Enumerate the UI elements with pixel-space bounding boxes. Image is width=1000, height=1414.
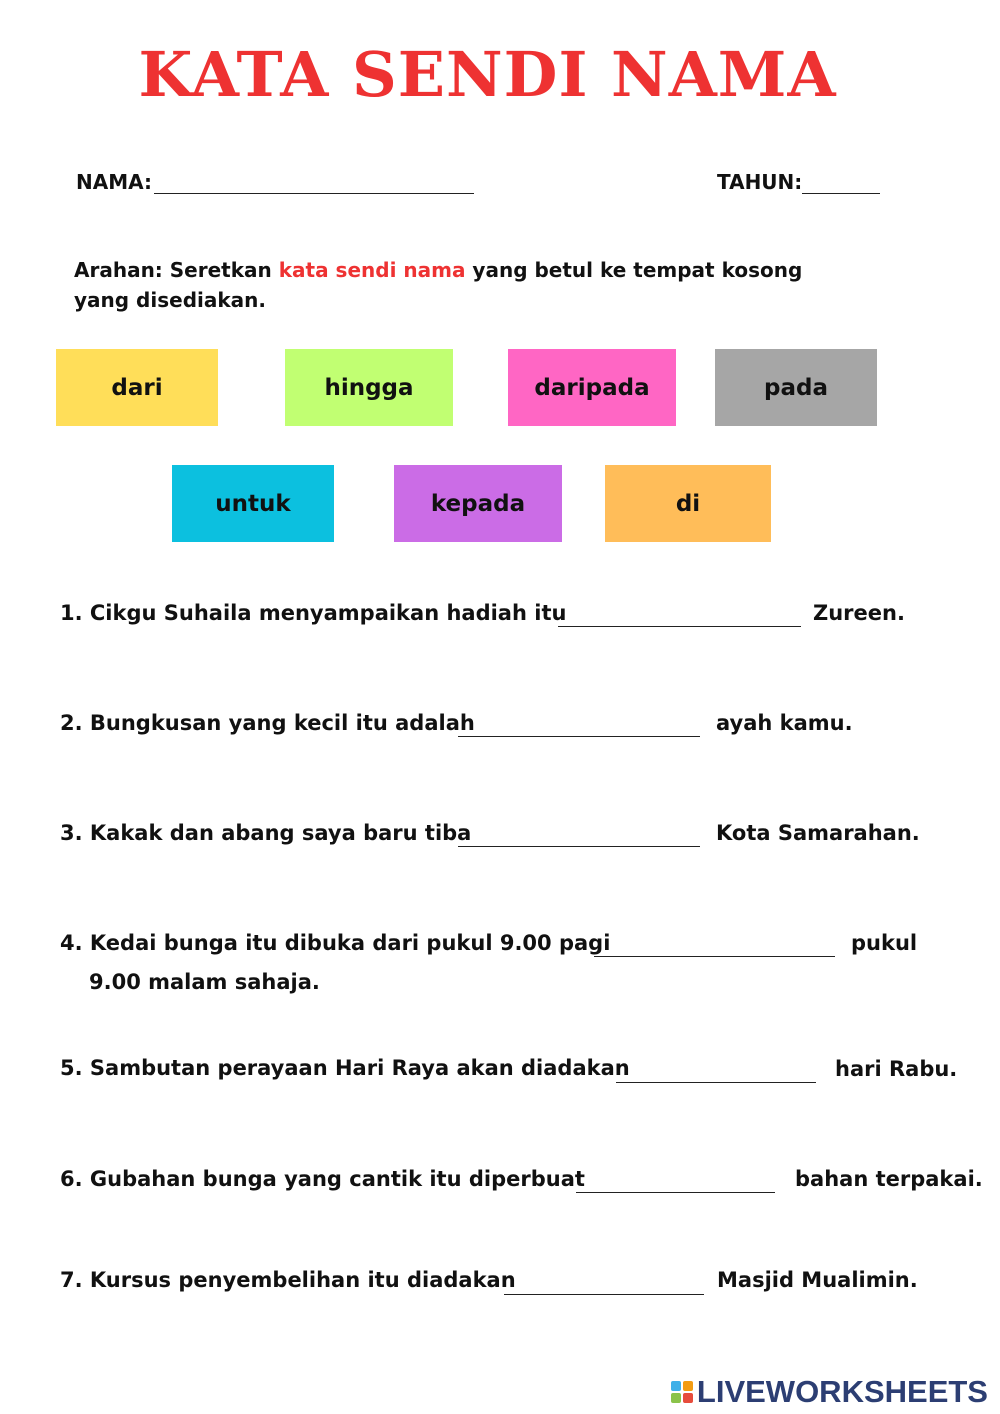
question-3-text: 3. Kakak dan abang saya baru tiba: [60, 821, 472, 845]
year-field[interactable]: [802, 193, 880, 194]
question-2-after: ayah kamu.: [716, 711, 853, 735]
question-5-blank[interactable]: [616, 1082, 816, 1083]
question-6-blank[interactable]: [576, 1192, 775, 1193]
instruction-suffix: yang betul ke tempat kosong yang disediakan.: [74, 258, 803, 312]
instruction-prefix: Arahan: Seretkan: [74, 258, 279, 282]
name-label: NAMA:: [76, 170, 152, 194]
instruction: [74, 255, 834, 315]
question-5-after: hari Rabu.: [835, 1057, 958, 1081]
question-6-after: bahan terpakai.: [795, 1167, 983, 1191]
word-chip-hingga[interactable]: hingga: [285, 349, 453, 426]
question-4-after: pukul: [851, 931, 918, 955]
liveworksheets-brand: [671, 1374, 988, 1410]
liveworksheets-logo-icon: [671, 1381, 693, 1403]
year-label: TAHUN:: [717, 170, 803, 194]
question-1-blank[interactable]: [558, 626, 801, 627]
question-2-blank[interactable]: [458, 736, 700, 737]
question-7-after: Masjid Mualimin.: [717, 1268, 918, 1292]
word-chip-dari[interactable]: dari: [56, 349, 218, 426]
word-chip-untuk[interactable]: untuk: [172, 465, 334, 542]
question-3-after: Kota Samarahan.: [716, 821, 920, 845]
question-3-blank[interactable]: [458, 846, 700, 847]
question-2-text: 2. Bungkusan yang kecil itu adalah: [60, 711, 475, 735]
question-4-text: 4. Kedai bunga itu dibuka dari pukul 9.00 pagi: [60, 931, 611, 955]
name-field[interactable]: [154, 193, 474, 194]
question-4-continuation: 9.00 malam sahaja.: [89, 970, 320, 994]
instruction-highlight: kata sendi nama: [278, 258, 466, 282]
brand-text: LIVEWORKSHEETS: [696, 1374, 988, 1409]
question-1-after: Zureen.: [813, 601, 905, 625]
question-6-text: 6. Gubahan bunga yang cantik itu diperbuat: [60, 1167, 585, 1191]
question-1-text: 1. Cikgu Suhaila menyampaikan hadiah itu: [60, 601, 567, 625]
word-chip-kepada[interactable]: kepada: [394, 465, 562, 542]
question-7-blank[interactable]: [504, 1294, 704, 1295]
question-7-text: 7. Kursus penyembelihan itu diadakan: [60, 1268, 516, 1292]
word-chip-pada[interactable]: pada: [715, 349, 877, 426]
worksheet-title: KATA SENDI NAMA: [138, 38, 837, 111]
word-chip-daripada[interactable]: daripada: [508, 349, 676, 426]
question-4-blank[interactable]: [594, 956, 835, 957]
word-chip-di[interactable]: di: [605, 465, 771, 542]
question-5-text: 5. Sambutan perayaan Hari Raya akan diadakan: [60, 1056, 630, 1080]
